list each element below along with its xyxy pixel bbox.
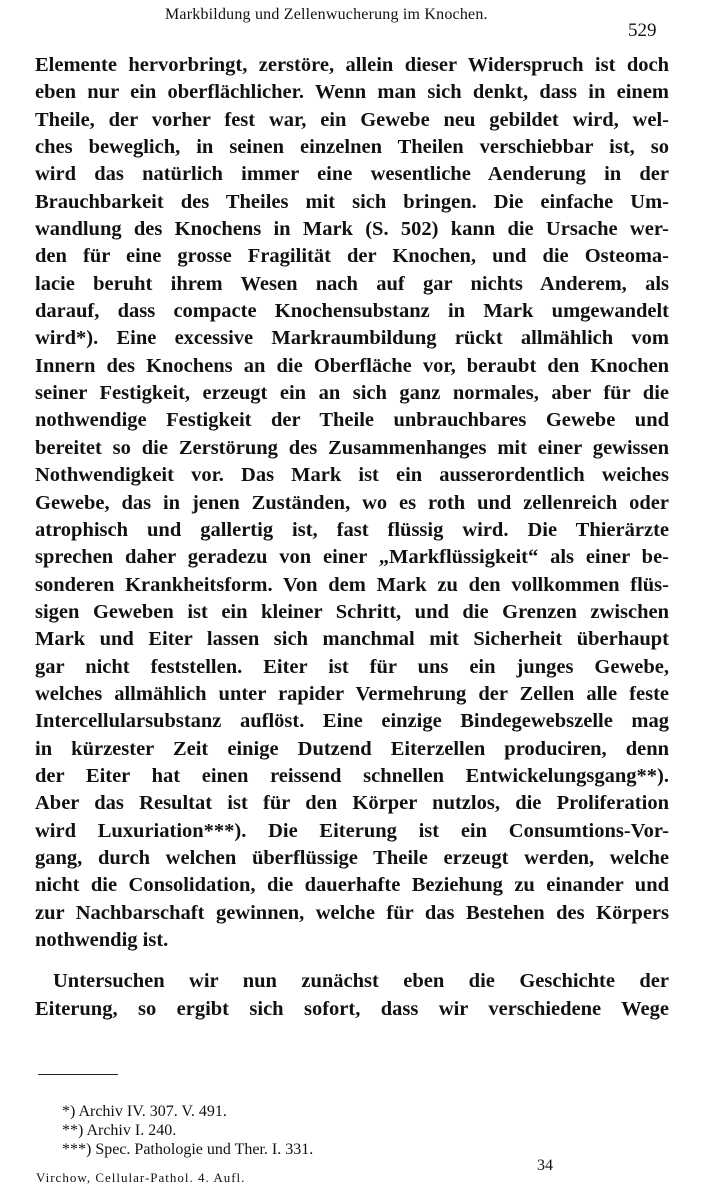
- text-line: wird Luxuriation***). Die Eiterung ist ein Consumtions-Vor-: [35, 819, 669, 842]
- text-line: sigen Geweben ist ein kleiner Schritt, und die Grenzen zwischen: [35, 600, 669, 623]
- page-number: 529: [628, 20, 657, 41]
- footnotes: [62, 1102, 313, 1159]
- text-line: den für eine grosse Fragilität der Knochen, und die Osteoma-: [35, 245, 669, 268]
- paragraph-gap: [35, 954, 669, 968]
- printer-signature: Virchow, Cellular-Pathol. 4. Aufl.: [36, 1170, 246, 1185]
- text-line: bereitet so die Zerstörung des Zusammenhanges mit einer gewissen: [35, 436, 669, 459]
- text-line: wird*). Eine excessive Markraumbildung rückt allmählich vom: [35, 327, 669, 350]
- text-line: gang, durch welchen überflüssige Theile erzeugt werden, welche: [35, 846, 669, 869]
- text-line: gar nicht feststellen. Eiter ist für uns ein junges Gewebe,: [35, 655, 669, 678]
- text-line: nothwendig ist.: [35, 929, 169, 951]
- text-line: welches allmählich unter rapider Vermehrung der Zellen alle feste: [35, 682, 669, 705]
- text-line: nicht die Consolidation, die dauerhafte Beziehung zu einander und: [35, 874, 669, 897]
- running-title: Markbildung und Zellenwucherung im Knochen.: [165, 6, 488, 23]
- footnote: ***) Spec. Pathologie und Ther. I. 331.: [62, 1141, 314, 1158]
- footnote: *) Archiv IV. 307. V. 491.: [62, 1103, 227, 1120]
- footnote: **) Archiv I. 240.: [62, 1122, 177, 1139]
- text-line: Nothwendigkeit vor. Das Mark ist ein ausserordentlich weiches: [35, 464, 669, 487]
- footnote-divider: [38, 1074, 118, 1075]
- text-line: Brauchbarkeit des Theiles mit sich bringen. Die einfache Um-: [35, 190, 669, 213]
- text-line: Mark und Eiter lassen sich manchmal mit Sicherheit überhaupt: [35, 628, 669, 651]
- text-line: Intercellularsubstanz auflöst. Eine einzige Bindegewebszelle mag: [35, 710, 669, 733]
- text-line: Innern des Knochens an die Oberfläche vor, beraubt den Knochen: [35, 354, 669, 377]
- text-line: nothwendige Festigkeit der Theile unbrauchbares Gewebe und: [35, 409, 669, 432]
- text-line: eben nur ein oberflächlicher. Wenn man sich denkt, dass in einem: [35, 81, 669, 104]
- text-line: wird das natürlich immer eine wesentliche Aenderung in der: [35, 163, 669, 186]
- signature-mark: 34: [537, 1157, 553, 1174]
- text-line: ches beweglich, in seinen einzelnen Theilen verschiebbar ist, so: [35, 136, 669, 159]
- text-line: wandlung des Knochens in Mark (S. 502) kann die Ursache wer-: [35, 218, 669, 241]
- text-line: zur Nachbarschaft gewinnen, welche für das Bestehen des Körpers: [35, 901, 669, 924]
- text-line: sonderen Krankheitsform. Von dem Mark zu den vollkommen flüs-: [35, 573, 669, 596]
- text-line: der Eiter hat einen reissend schnellen Entwickelungsgang**).: [35, 764, 669, 787]
- text-line: Gewebe, das in jenen Zuständen, wo es roth und zellenreich oder: [35, 491, 669, 514]
- text-line: darauf, dass compacte Knochensubstanz in Mark umgewandelt: [35, 300, 669, 323]
- text-line: Aber das Resultat ist für den Körper nutzlos, die Proliferation: [35, 792, 669, 815]
- text-line: Elemente hervorbringt, zerstöre, allein dieser Widerspruch ist doch: [35, 54, 669, 76]
- body-text: [35, 52, 669, 1023]
- text-line: lacie beruht ihrem Wesen nach auf gar nichts Anderem, als: [35, 272, 669, 295]
- text-line: atrophisch und gallertig ist, fast flüssig wird. Die Thierärzte: [35, 518, 669, 541]
- text-line: Eiterung, so ergibt sich sofort, dass wir verschiedene Wege: [35, 997, 669, 1020]
- text-line: in kürzester Zeit einige Dutzend Eiterzellen produciren, denn: [35, 737, 669, 760]
- text-line: seiner Festigkeit, erzeugt ein an sich ganz normales, aber für die: [35, 382, 669, 405]
- text-line: sprechen daher geradezu von einer „Markflüssigkeit“ als einer be-: [35, 546, 669, 569]
- text-line: Theile, der vorher fest war, ein Gewebe neu gebildet wird, wel-: [35, 108, 669, 131]
- text-line: Untersuchen wir nun zunächst eben die Geschichte der: [53, 970, 669, 993]
